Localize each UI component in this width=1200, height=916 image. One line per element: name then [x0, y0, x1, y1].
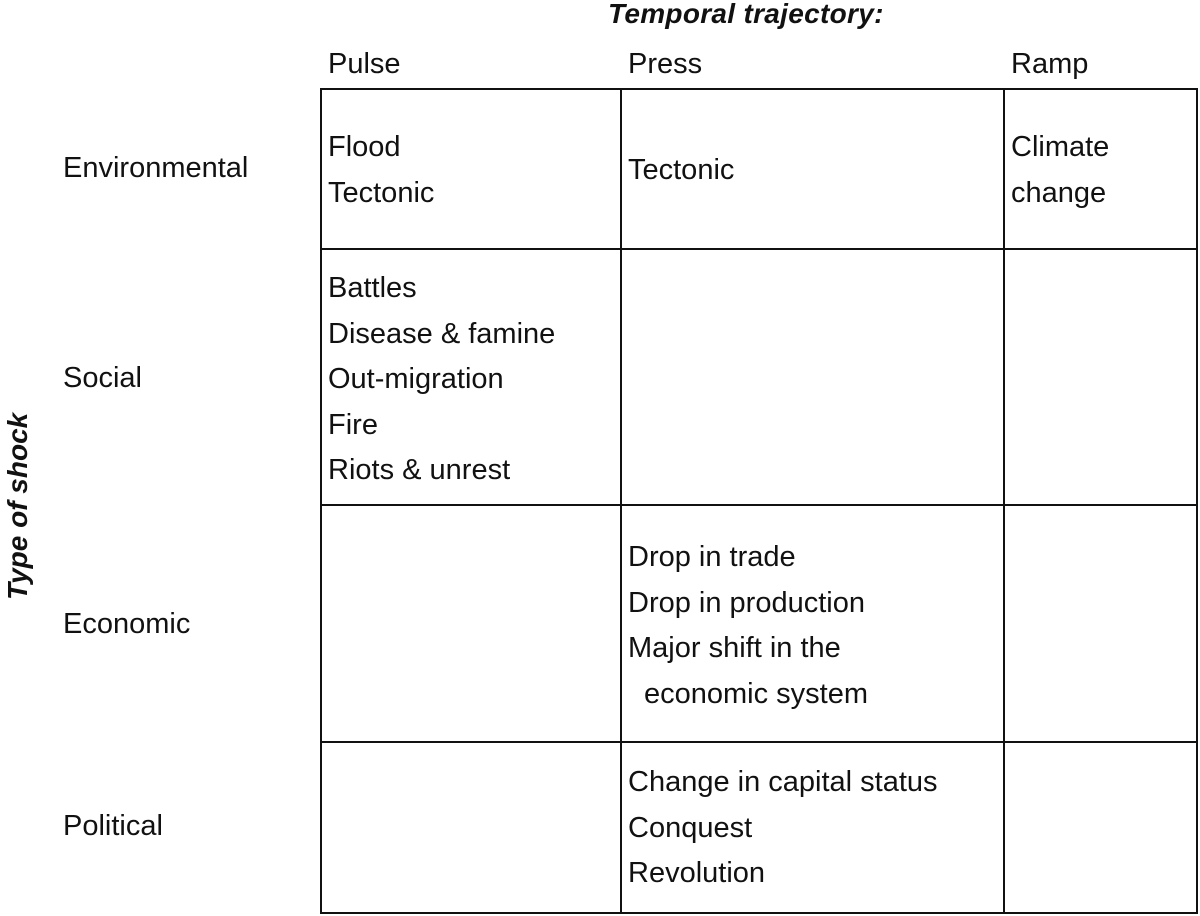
grid-divider-social-economic — [320, 504, 1198, 506]
type-of-shock-title: Type of shock — [2, 412, 33, 600]
cell-economic-press — [628, 535, 868, 717]
cell-item: Tectonic — [328, 176, 435, 209]
row-header-environmental: Environmental — [63, 152, 249, 184]
cell-item: Climate — [1011, 131, 1110, 163]
row-header-social: Social — [63, 362, 142, 394]
column-header-pulse: Pulse — [328, 48, 401, 80]
cell-item: Out-migration — [328, 363, 504, 395]
cell-item: economic system — [644, 677, 869, 710]
grid-divider-environmental-social — [320, 248, 1198, 250]
cell-item: Drop in production — [628, 586, 865, 619]
cell-item: change — [1011, 176, 1107, 209]
cell-environmental-press — [628, 148, 734, 194]
cell-social-pulse — [328, 266, 555, 494]
cell-item: Riots & unrest — [328, 454, 511, 486]
cell-item: Major shift in the — [628, 632, 841, 664]
column-header-press: Press — [628, 48, 703, 80]
temporal-trajectory-title: Temporal trajectory: — [608, 0, 884, 29]
grid-divider-economic-political — [320, 741, 1198, 743]
cell-item: Battles — [328, 272, 417, 304]
cell-item: Fire — [328, 408, 378, 441]
cell-environmental-pulse — [328, 125, 434, 216]
row-header-political: Political — [63, 810, 163, 842]
grid-divider-press-ramp — [1003, 88, 1005, 914]
cell-political-press — [628, 760, 938, 897]
cell-item: Tectonic — [628, 154, 735, 186]
column-header-ramp: Ramp — [1011, 48, 1089, 80]
cell-item: Change in capital status — [628, 766, 938, 798]
cell-item: Drop in trade — [628, 541, 796, 573]
cell-item: Flood — [328, 131, 401, 163]
row-header-economic: Economic — [63, 608, 191, 640]
cell-item: Revolution — [628, 857, 766, 889]
cell-item: Disease & famine — [328, 317, 556, 350]
grid-divider-pulse-press — [620, 88, 622, 914]
cell-item: Conquest — [628, 811, 753, 844]
cell-environmental-ramp — [1011, 125, 1109, 216]
